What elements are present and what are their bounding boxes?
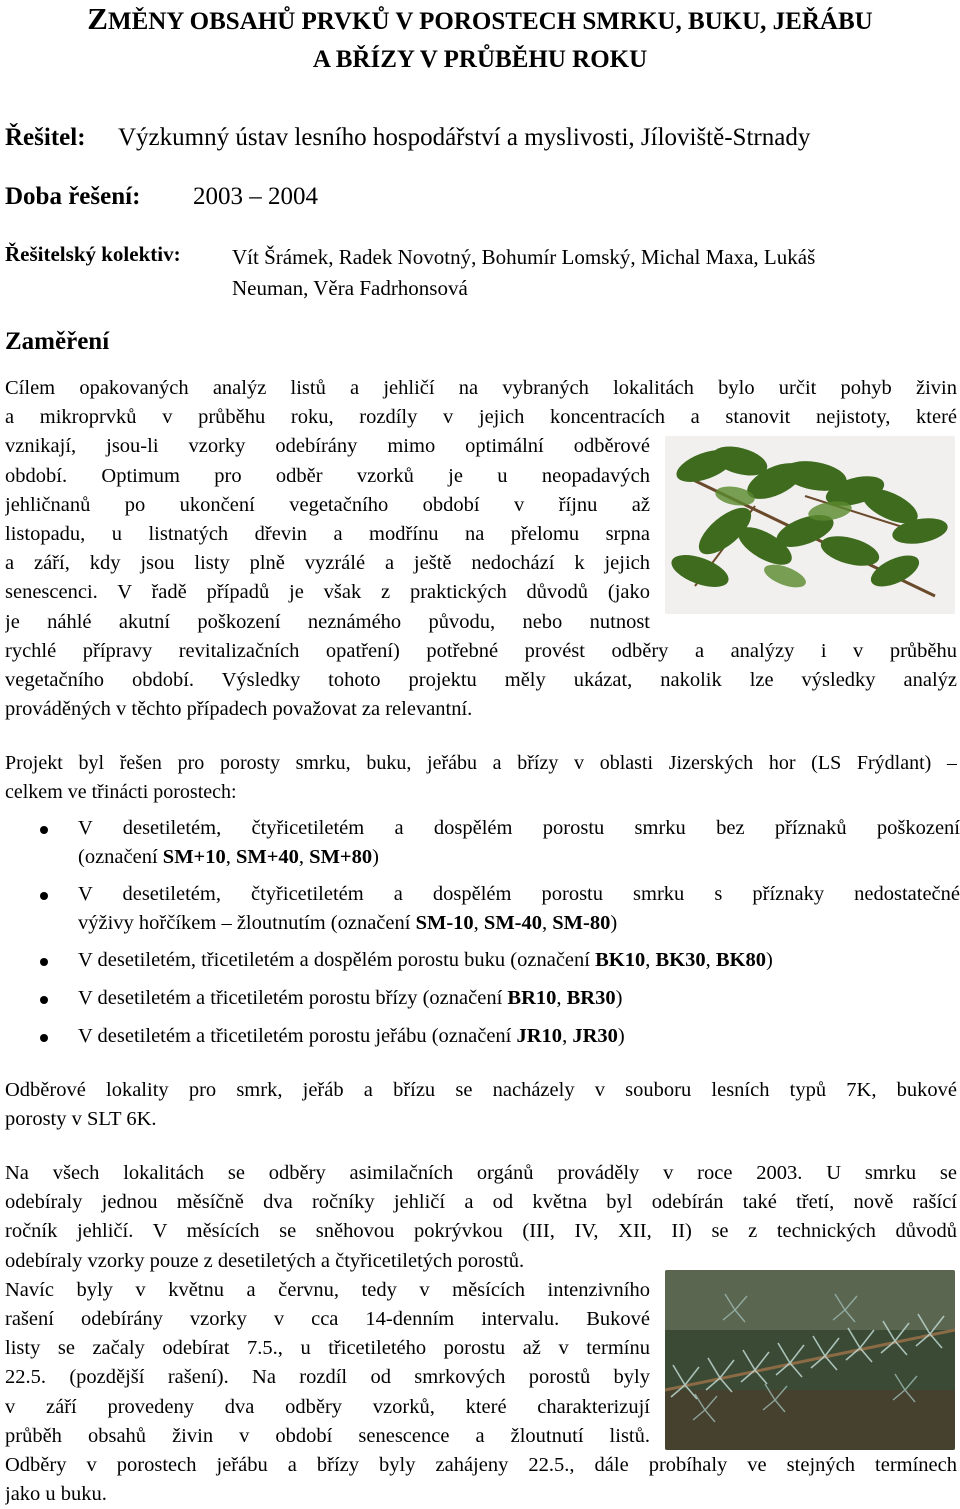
bullet-icon <box>40 1034 48 1042</box>
stand-code: BR10 <box>507 987 557 1009</box>
separator: , <box>705 949 716 971</box>
list-item <box>0 984 960 1022</box>
stand-code: BK10 <box>595 949 646 971</box>
stand-code: SM+80 <box>309 846 373 868</box>
stand-code: JR30 <box>572 1025 618 1047</box>
stand-code: JR10 <box>516 1025 563 1047</box>
title-line-1: MĚNY OBSAHŮ PRVKŮ V POROSTECH SMRKU, BUKU, JEŘÁBU <box>107 8 873 35</box>
spruce-branch-image <box>665 1270 955 1450</box>
para4-line: listy se začaly odebírat 7.5., u třicetiletého porostu až v termínu <box>5 1337 650 1360</box>
kolektiv-label: Řešitelský kolektiv: <box>5 242 181 266</box>
para1-line: listopadu, u listnatých dřevin a modřínu na přelomu srpna <box>5 522 650 545</box>
para2-line: Projekt byl řešen pro porosty smrku, buku, jeřábu a břízy v oblasti Jizerských hor (LS Frýdlant) – <box>5 752 957 774</box>
para3-line: Odběrové lokality pro smrk, jeřáb a břízu se nacházely v souboru lesních typů 7K, bukové <box>5 1079 957 1101</box>
bullet-icon <box>40 826 48 834</box>
bullet-text: V desetiletém, čtyřicetiletém a dospělém porostu smrku s příznaky nedostatečné <box>78 883 960 905</box>
separator: , <box>542 912 553 934</box>
separator: , <box>298 846 310 868</box>
separator: , <box>225 846 236 868</box>
para4-line: Odběry v porostech jeřábu a břízy byly zahájeny 22.5., dále probíhaly ve stejných termínech <box>5 1453 957 1476</box>
stand-code: SM+10 <box>162 846 226 868</box>
para1-line: a září, kdy jsou listy plně vyzrálé a ještě nedochází k jejich <box>5 552 650 575</box>
bullet-text: výživy hořčíkem – žloutnutím (označení <box>78 912 416 934</box>
bullet-icon <box>40 958 48 966</box>
stand-code: BK80 <box>715 949 766 971</box>
resitel-value: Výzkumný ústav lesního hospodářství a myslivosti, Jíloviště-Strnady <box>118 124 811 151</box>
separator: ) <box>617 1025 625 1047</box>
para1-line: rychlé přípravy revitalizačních opatření) potřebné provést odběry a analýzy i v průběhu <box>5 639 957 662</box>
para4-line: ročník jehličí. V měsících se sněhovou pokrývkou (III, IV, XII, II) se z technických důvodů <box>5 1220 957 1243</box>
para4-line: v září provedeny dva odběry vzorků, které charakterizují <box>5 1395 650 1418</box>
stands-list <box>0 814 960 1060</box>
separator: , <box>562 1025 573 1047</box>
para4-line: Navíc byly v květnu a červnu, tedy v měsících intenzivního <box>5 1278 650 1301</box>
bullet-text: V desetiletém a třicetiletém porostu břízy (označení <box>78 987 508 1009</box>
para1-line: období. Optimum pro odběr vzorků je u neopadavých <box>5 464 650 487</box>
para1-line: je náhlé akutní poškození neznámého původu, nebo nutnost <box>5 610 650 633</box>
para1-line: vznikají, jsou-li vzorky odebírány mimo optimální odběrové <box>5 435 650 458</box>
para4-line: odebíraly vzorky pouze z desetiletých a čtyřicetiletých porostů. <box>5 1249 525 1272</box>
bullet-text: (označení <box>78 846 163 868</box>
kolektiv-line-1: Vít Šrámek, Radek Novotný, Bohumír Lomský, Michal Maxa, Lukáš <box>232 245 816 269</box>
title-line-2: A BŘÍZY V PRŮBĚHU ROKU <box>312 46 648 73</box>
stand-code: BR30 <box>566 987 616 1009</box>
paragraph-localities <box>5 1076 957 1134</box>
resitel-row <box>5 124 86 152</box>
list-item <box>0 880 960 946</box>
para1-line: Cílem opakovaných analýz listů a jehličí na vybraných lokalitách bylo určit pohyb živin <box>5 377 957 399</box>
separator: , <box>556 987 567 1009</box>
separator: , <box>473 912 484 934</box>
paragraph-project <box>5 749 957 807</box>
section-heading-zamereni: Zaměření <box>5 328 110 355</box>
para1-line: senescenci. V řadě případů je však z praktických důvodů (jako <box>5 581 650 604</box>
separator: ) <box>765 949 773 971</box>
separator: ) <box>610 912 618 934</box>
para1-line: vegetačního období. Výsledky tohoto projektu měly ukázat, nakolik lze výsledky analýz <box>5 668 957 691</box>
list-item <box>0 1022 960 1060</box>
bullet-icon <box>40 892 48 900</box>
beech-leaves-image <box>665 436 955 614</box>
doba-value: 2003 – 2004 <box>193 183 318 210</box>
separator: ) <box>615 987 623 1009</box>
kolektiv-value <box>232 242 815 304</box>
bullet-text: V desetiletém, třicetiletém a dospělém porostu buku (označení <box>78 949 596 971</box>
doba-label: Doba řešení: <box>5 183 141 210</box>
para1-line: jehličnanů po ukončení vegetačního období v říjnu až <box>5 493 650 516</box>
resitel-label: Řešitel: <box>5 124 86 151</box>
stand-code: SM-10 <box>415 912 474 934</box>
para3-line: porosty v SLT 6K. <box>5 1108 157 1131</box>
separator: , <box>645 949 656 971</box>
page-title <box>0 0 960 79</box>
list-item <box>0 946 960 984</box>
bullet-text: V desetiletém, čtyřicetiletém a dospělém porostu smrku bez příznaků poškození <box>78 817 960 839</box>
para2-line: celkem ve třinácti porostech: <box>5 781 237 804</box>
separator: ) <box>372 846 379 868</box>
para4-line: jako u buku. <box>5 1483 107 1506</box>
beech-leaves-photo <box>665 436 955 614</box>
para4-line: 22.5. (pozdější rašení). Na rozdíl od smrkových porostů byly <box>5 1366 650 1389</box>
bullet-text: V desetiletém a třicetiletém porostu jeřábu (označení <box>78 1025 517 1047</box>
stand-code: SM+40 <box>235 846 299 868</box>
kolektiv-line-2: Neuman, Věra Fadrhonsová <box>232 276 468 300</box>
spruce-branch-photo <box>665 1270 955 1450</box>
title-initial: Z <box>87 1 108 36</box>
para1-line: a mikroprvků v průběhu roku, rozdíly v jejich koncentracích a stanovit nejistoty, které <box>5 406 957 429</box>
list-item <box>0 814 960 880</box>
para4-line: rašení odebírány vzorky v cca 14-denním intervalu. Bukové <box>5 1307 650 1330</box>
para4-line: průběh obsahů živin v období senescence a žloutnutí listů. <box>5 1424 650 1447</box>
bullet-icon <box>40 996 48 1004</box>
stand-code: BK30 <box>655 949 706 971</box>
para4-line: Na všech lokalitách se odběry asimilačních orgánů prováděly v roce 2003. U smrku se <box>5 1162 957 1184</box>
para4-line: odebíraly jednou měsíčně dva ročníky jehličí a od května byl odebírán také třetí, nově rašící <box>5 1191 957 1214</box>
stand-code: SM-40 <box>483 912 542 934</box>
stand-code: SM-80 <box>552 912 611 934</box>
para1-line: prováděných v těchto případech považovat za relevantní. <box>5 698 473 721</box>
